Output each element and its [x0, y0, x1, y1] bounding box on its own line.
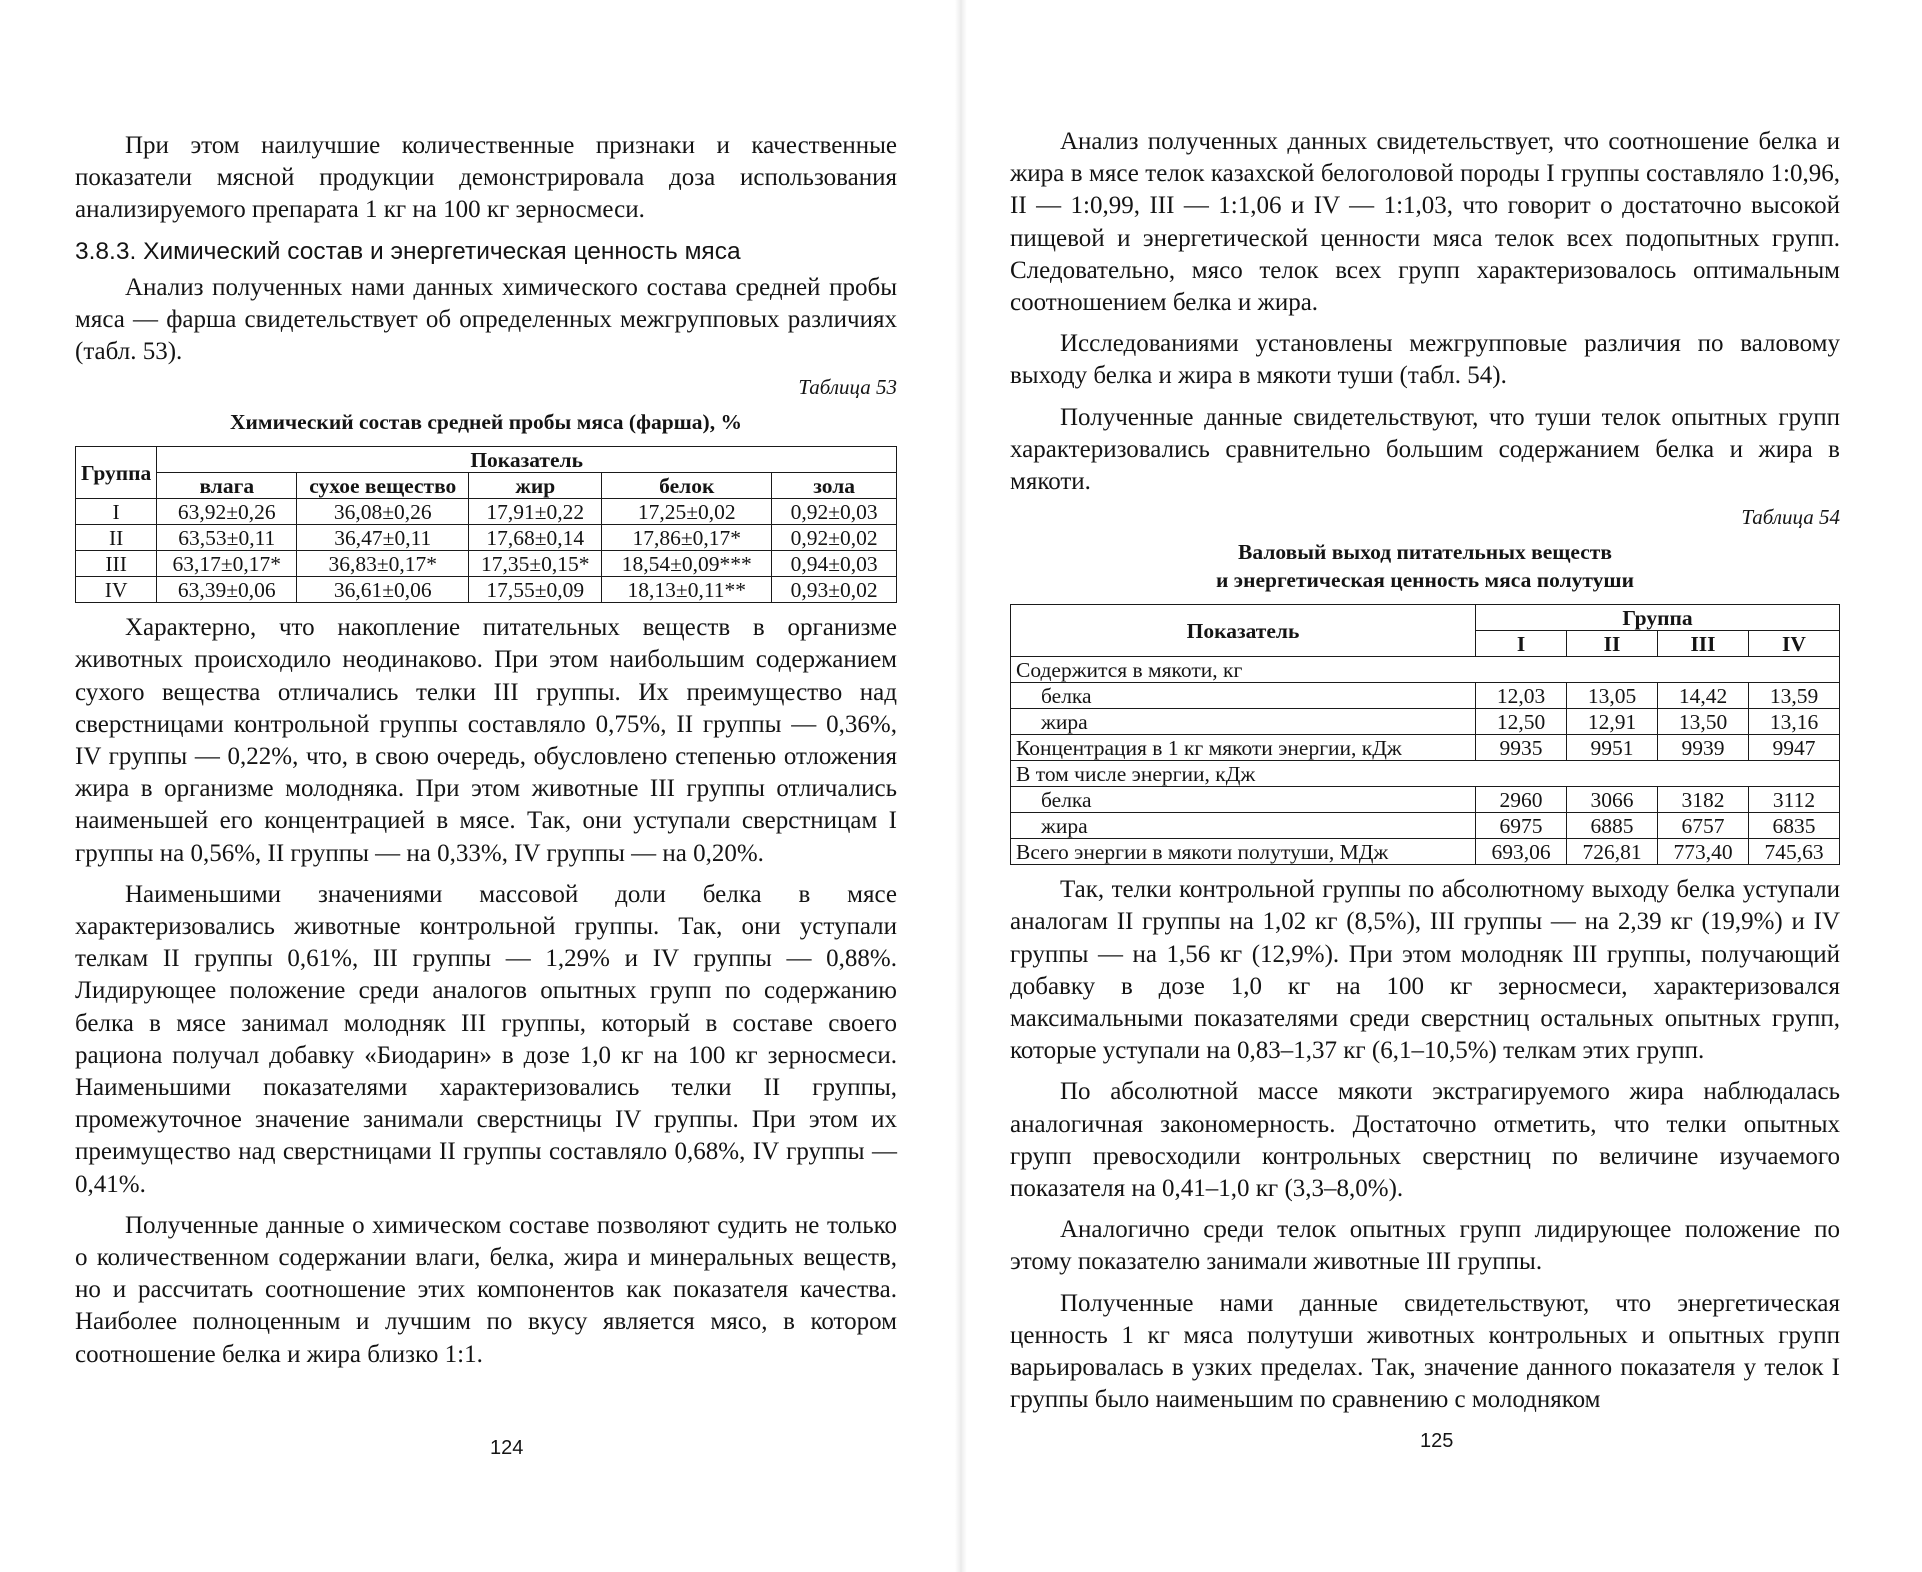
table-section-label: В том числе энергии, кДж [1011, 761, 1840, 787]
table-cell: III [76, 551, 157, 577]
table-cell: 13,05 [1567, 683, 1658, 709]
table-cell: 13,50 [1658, 709, 1749, 735]
paragraph: Анализ полученных нами данных химического состава средней пробы мяса — фарша свидетельствует об определенных межгрупповых различиях (табл. 53). [75, 273, 897, 366]
row-label: жира [1011, 709, 1476, 735]
table-caption: Таблица 53 [798, 375, 897, 400]
page-number: 124 [490, 1437, 524, 1459]
table-cell: 9935 [1476, 735, 1567, 761]
row-label: Концентрация в 1 кг мякоти энергии, кДж [1011, 735, 1476, 761]
table-cell: 63,92±0,26 [157, 499, 297, 525]
table-cell: 17,91±0,22 [469, 499, 602, 525]
table-header-indicator: Показатель [157, 447, 897, 473]
table-cell: 6757 [1658, 813, 1749, 839]
column-header: III [1658, 631, 1749, 657]
table-cell: 18,54±0,09*** [602, 551, 772, 577]
table-cell: 3066 [1567, 787, 1658, 813]
table-cell: 0,93±0,02 [772, 577, 897, 603]
table-cell: 6975 [1476, 813, 1567, 839]
table-cell: I [76, 499, 157, 525]
table-cell: 12,03 [1476, 683, 1567, 709]
section-heading: 3.8.3. Химический состав и энергетическая ценность мяса [75, 237, 741, 265]
table-cell: 9947 [1749, 735, 1840, 761]
table-section-row [1011, 657, 1840, 683]
table-cell: 17,35±0,15* [469, 551, 602, 577]
table-cell: 17,25±0,02 [602, 499, 772, 525]
table-cell: 13,59 [1749, 683, 1840, 709]
table-cell: 36,61±0,06 [297, 577, 469, 603]
column-header: сухое вещество [297, 473, 469, 499]
column-header: I [1476, 631, 1567, 657]
table-cell: 63,53±0,11 [157, 525, 297, 551]
table-row [1011, 683, 1840, 709]
paragraph: Полученные данные свидетельствуют, что туши телок опытных групп характеризовались сравнительно большим содержанием белка и жира в мякоти. [1010, 403, 1840, 496]
table-cell: 0,92±0,02 [772, 525, 897, 551]
paragraph: Полученные нами данные свидетельствуют, что энергетическая ценность 1 кг мяса полутуши животных контрольных и опытных групп варьировалась в узких пределах. Так, значение данного показателя у телок I группы было наименьшим по сравнению с молодняком [1010, 1289, 1840, 1414]
right-page-content [1010, 126, 1840, 1416]
column-header: белок [602, 473, 772, 499]
table-cell: 9939 [1658, 735, 1749, 761]
table-cell: 0,92±0,03 [772, 499, 897, 525]
table-row [1011, 709, 1840, 735]
column-header: жир [469, 473, 602, 499]
table-row [1011, 787, 1840, 813]
table-title: Химический состав средней пробы мяса (фарша), % [230, 410, 742, 435]
table-cell: II [76, 525, 157, 551]
paragraph: Полученные данные о химическом составе позволяют судить не только о количественном содержании влаги, белка, жира и минеральных веществ, но и рассчитать соотношение этих компонентов как показателя качества. Наиболее полноценным и лучшим по вкусу является мясо, в котором соотношение белка и жира близко 1:1. [75, 1211, 897, 1368]
table-cell: 745,63 [1749, 839, 1840, 865]
table-caption: Таблица 54 [1741, 505, 1840, 530]
table-cell: 0,94±0,03 [772, 551, 897, 577]
left-page-content [75, 130, 897, 1371]
table-cell: 6885 [1567, 813, 1658, 839]
table-cell: 3182 [1658, 787, 1749, 813]
paragraph: Исследованиями установлены межгрупповые различия по валовому выходу белка и жира в мякоти туши (табл. 54). [1010, 330, 1840, 390]
page-number: 125 [1420, 1430, 1454, 1452]
column-header: влага [157, 473, 297, 499]
paragraph: Так, телки контрольной группы по абсолютному выходу белка уступали аналогам II группы на 1,02 кг (8,5%), III группы — на 2,39 кг (19,9%) и IV группы — на 1,56 кг (12,9%). При этом молодняк III группы, получающий добавку в дозе 1,0 кг на 100 кг зерносмеси, характеризовался максимальными показателями среди сверстниц остальных опытных групп, которые уступали на 0,83–1,37 кг (6,1–10,5%) телкам этих групп. [1010, 876, 1840, 1065]
paragraph: По абсолютной массе мякоти экстрагируемого жира наблюдалась аналогичная закономерность. Достаточно отметить, что телки опытных групп превосходили контрольных сверстниц по величине изучаемого показателя на 0,41–1,0 кг (3,3–8,0%). [1010, 1078, 1840, 1203]
paragraph: Наименьшими значениями массовой доли белка в мясе характеризовались животные контрольной группы. Так, они уступали телкам II группы 0,61%, III группы — 1,29% и IV группы — 0,88%. Лидирующее положение среди аналогов опытных групп по содержанию белка в мясе занимал молодняк III группы, который в составе своего рациона получал добавку «Биодарин» в дозе 1,0 кг на 100 кг зерносмеси. Наименьшими показателями характеризовались телки II группы, промежуточное значение занимали сверстницы IV группы. При этом их преимущество над сверстницами II группы составляло 0,68%, IV группы — 0,41%. [75, 880, 897, 1198]
table-row [76, 499, 897, 525]
table-cell: 36,08±0,26 [297, 499, 469, 525]
table-cell: 6835 [1749, 813, 1840, 839]
table-cell: 3112 [1749, 787, 1840, 813]
column-header: IV [1749, 631, 1840, 657]
table-cell: 773,40 [1658, 839, 1749, 865]
chemical-composition-table [75, 446, 897, 603]
column-header: зола [772, 473, 897, 499]
table-row [76, 525, 897, 551]
table-cell: IV [76, 577, 157, 603]
column-header: II [1567, 631, 1658, 657]
table-cell: 36,83±0,17* [297, 551, 469, 577]
table-row [1011, 813, 1840, 839]
table-cell: 2960 [1476, 787, 1567, 813]
row-label: Всего энергии в мякоти полутуши, МДж [1011, 839, 1476, 865]
table-row [76, 551, 897, 577]
row-label: жира [1011, 813, 1476, 839]
paragraph: Анализ полученных данных свидетельствует, что соотношение белка и жира в мясе телок казахской белоголовой породы I группы составляло 1:0,96, II — 1:0,99, III — 1:1,06 и IV — 1:1,03, что говорит о достаточно высокой пищевой и энергетической ценности мяса телок всех подопытных групп. Следовательно, мясо телок всех групп характеризовалось оптимальным соотношением белка и жира. [1010, 128, 1840, 317]
table-cell: 18,13±0,11** [602, 577, 772, 603]
table-cell: 17,86±0,17* [602, 525, 772, 551]
table-cell: 9951 [1567, 735, 1658, 761]
table-cell: 726,81 [1567, 839, 1658, 865]
table-cell: 36,47±0,11 [297, 525, 469, 551]
row-label: белка [1011, 683, 1476, 709]
table-row [1011, 735, 1840, 761]
paragraph: Аналогично среди телок опытных групп лидирующее положение по этому показателю занимали животные III группы. [1010, 1216, 1840, 1276]
paragraph: Характерно, что накопление питательных веществ в организме животных происходило неодинаково. При этом наибольшим содержанием сухого вещества отличались телки III группы. Их преимущество над сверстницами контрольной группы составляло 0,75%, II группы — 0,36%, IV группы — 0,22%, что, в свою очередь, обусловлено степенью отложения жира в организме молодняка. При этом животные III группы отличались наименьшей его концентрацией в мясе. Так, они уступали сверстницам I группы на 0,56%, II группы — на 0,33%, IV группы — на 0,20%. [75, 614, 897, 867]
table-title-line: и энергетическая ценность мяса полутуши [1216, 568, 1634, 593]
table-row [76, 577, 897, 603]
table-title [1010, 538, 1840, 594]
table-cell: 63,17±0,17* [157, 551, 297, 577]
table-cell: 14,42 [1658, 683, 1749, 709]
paragraph: При этом наилучшие количественные признаки и качественные показатели мясной продукции демонстрировала доза использования анализируемого препарата 1 кг на 100 кг зерносмеси. [75, 132, 897, 224]
table-cell: 12,50 [1476, 709, 1567, 735]
table-header-indicator: Показатель [1011, 605, 1476, 657]
table-title-line: Валовый выход питательных веществ [1238, 540, 1612, 565]
table-section-row [1011, 761, 1840, 787]
table-section-label: Содержится в мякоти, кг [1011, 657, 1840, 683]
table-cell: 12,91 [1567, 709, 1658, 735]
table-cell: 13,16 [1749, 709, 1840, 735]
nutrient-yield-table [1010, 604, 1840, 865]
table-header-group: Группа [76, 447, 157, 499]
table-cell: 17,55±0,09 [469, 577, 602, 603]
table-cell: 17,68±0,14 [469, 525, 602, 551]
row-label: белка [1011, 787, 1476, 813]
table-cell: 63,39±0,06 [157, 577, 297, 603]
table-header-group: Группа [1476, 605, 1840, 631]
table-row [1011, 839, 1840, 865]
table-cell: 693,06 [1476, 839, 1567, 865]
